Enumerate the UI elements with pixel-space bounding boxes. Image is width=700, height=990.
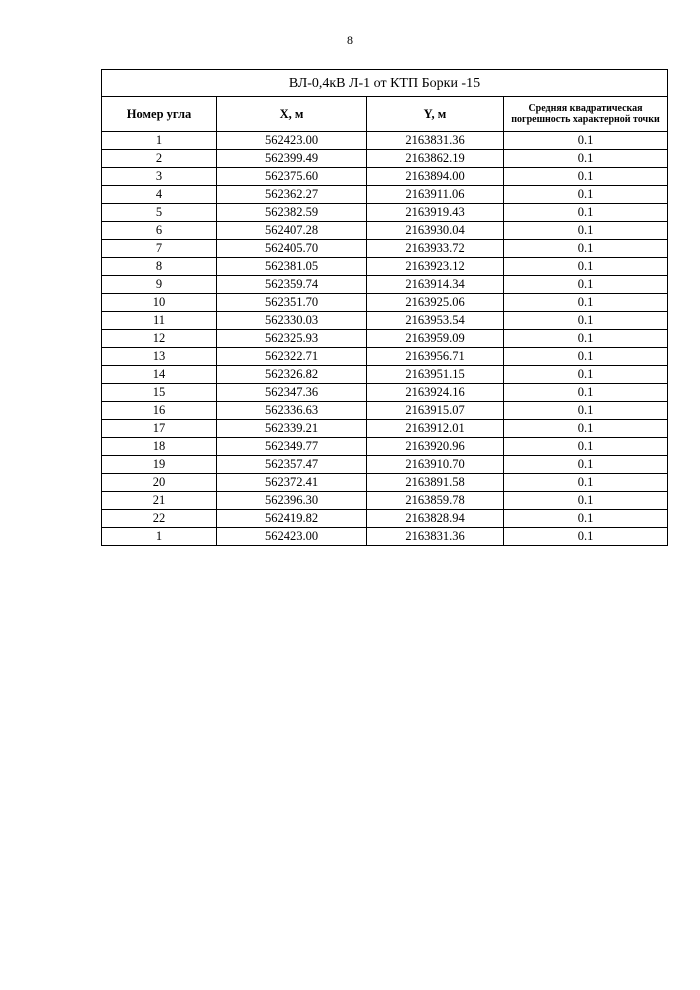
cell-corner-number: 2: [102, 150, 217, 168]
cell-corner-number: 8: [102, 258, 217, 276]
cell-error: 0.1: [504, 348, 668, 366]
cell-y: 2163831.36: [367, 132, 504, 150]
cell-y: 2163924.16: [367, 384, 504, 402]
cell-error: 0.1: [504, 258, 668, 276]
cell-corner-number: 19: [102, 456, 217, 474]
cell-corner-number: 21: [102, 492, 217, 510]
table-row: [102, 420, 668, 438]
cell-corner-number: 5: [102, 204, 217, 222]
cell-corner-number: 14: [102, 366, 217, 384]
cell-y: 2163859.78: [367, 492, 504, 510]
table-title: ВЛ-0,4кВ Л-1 от КТП Борки -15: [102, 70, 668, 97]
cell-corner-number: 1: [102, 528, 217, 546]
table-header-row: [102, 97, 668, 132]
cell-corner-number: 22: [102, 510, 217, 528]
cell-corner-number: 17: [102, 420, 217, 438]
table-row: [102, 384, 668, 402]
cell-corner-number: 10: [102, 294, 217, 312]
cell-error: 0.1: [504, 420, 668, 438]
cell-x: 562351.70: [217, 294, 367, 312]
cell-error: 0.1: [504, 510, 668, 528]
cell-y: 2163919.43: [367, 204, 504, 222]
cell-error: 0.1: [504, 312, 668, 330]
cell-corner-number: 12: [102, 330, 217, 348]
table-row: [102, 258, 668, 276]
table-row: [102, 204, 668, 222]
cell-y: 2163911.06: [367, 186, 504, 204]
table-row: [102, 510, 668, 528]
cell-x: 562419.82: [217, 510, 367, 528]
cell-error: 0.1: [504, 276, 668, 294]
cell-corner-number: 3: [102, 168, 217, 186]
cell-error: 0.1: [504, 384, 668, 402]
cell-y: 2163894.00: [367, 168, 504, 186]
cell-x: 562362.27: [217, 186, 367, 204]
table-title-row: [102, 70, 668, 97]
cell-x: 562381.05: [217, 258, 367, 276]
cell-corner-number: 1: [102, 132, 217, 150]
cell-corner-number: 4: [102, 186, 217, 204]
table-row: [102, 366, 668, 384]
cell-y: 2163923.12: [367, 258, 504, 276]
table-row: [102, 132, 668, 150]
table-row: [102, 240, 668, 258]
cell-y: 2163925.06: [367, 294, 504, 312]
cell-y: 2163930.04: [367, 222, 504, 240]
cell-error: 0.1: [504, 240, 668, 258]
cell-x: 562423.00: [217, 528, 367, 546]
cell-error: 0.1: [504, 456, 668, 474]
cell-corner-number: 13: [102, 348, 217, 366]
cell-x: 562326.82: [217, 366, 367, 384]
cell-corner-number: 11: [102, 312, 217, 330]
cell-y: 2163953.54: [367, 312, 504, 330]
cell-error: 0.1: [504, 132, 668, 150]
cell-error: 0.1: [504, 528, 668, 546]
cell-y: 2163862.19: [367, 150, 504, 168]
cell-y: 2163920.96: [367, 438, 504, 456]
cell-y: 2163912.01: [367, 420, 504, 438]
cell-x: 562372.41: [217, 474, 367, 492]
table-row: [102, 492, 668, 510]
cell-y: 2163914.34: [367, 276, 504, 294]
cell-x: 562399.49: [217, 150, 367, 168]
cell-x: 562405.70: [217, 240, 367, 258]
cell-y: 2163891.58: [367, 474, 504, 492]
cell-error: 0.1: [504, 168, 668, 186]
cell-corner-number: 15: [102, 384, 217, 402]
cell-error: 0.1: [504, 204, 668, 222]
header-error: Средняя квадратическая погрешность характерной точки: [504, 97, 668, 132]
cell-x: 562359.74: [217, 276, 367, 294]
table-row: [102, 438, 668, 456]
header-corner-number: Номер угла: [102, 97, 217, 132]
cell-y: 2163910.70: [367, 456, 504, 474]
cell-error: 0.1: [504, 150, 668, 168]
table-row: [102, 456, 668, 474]
table-row: [102, 186, 668, 204]
table-row: [102, 276, 668, 294]
cell-error: 0.1: [504, 222, 668, 240]
cell-y: 2163951.15: [367, 366, 504, 384]
cell-x: 562322.71: [217, 348, 367, 366]
cell-y: 2163956.71: [367, 348, 504, 366]
cell-corner-number: 7: [102, 240, 217, 258]
coordinates-table: [101, 69, 668, 546]
table-row: [102, 528, 668, 546]
table-row: [102, 474, 668, 492]
cell-x: 562396.30: [217, 492, 367, 510]
cell-x: 562407.28: [217, 222, 367, 240]
cell-corner-number: 18: [102, 438, 217, 456]
cell-x: 562423.00: [217, 132, 367, 150]
cell-x: 562382.59: [217, 204, 367, 222]
cell-y: 2163828.94: [367, 510, 504, 528]
header-y: Y, м: [367, 97, 504, 132]
cell-error: 0.1: [504, 402, 668, 420]
cell-error: 0.1: [504, 438, 668, 456]
table-row: [102, 222, 668, 240]
cell-error: 0.1: [504, 294, 668, 312]
cell-x: 562339.21: [217, 420, 367, 438]
table-row: [102, 294, 668, 312]
table-row: [102, 168, 668, 186]
cell-x: 562349.77: [217, 438, 367, 456]
cell-y: 2163933.72: [367, 240, 504, 258]
table-row: [102, 150, 668, 168]
cell-corner-number: 16: [102, 402, 217, 420]
cell-error: 0.1: [504, 186, 668, 204]
cell-y: 2163831.36: [367, 528, 504, 546]
header-x: X, м: [217, 97, 367, 132]
cell-y: 2163959.09: [367, 330, 504, 348]
cell-x: 562375.60: [217, 168, 367, 186]
cell-y: 2163915.07: [367, 402, 504, 420]
cell-x: 562330.03: [217, 312, 367, 330]
page-number: 8: [347, 33, 353, 47]
cell-x: 562357.47: [217, 456, 367, 474]
cell-x: 562336.63: [217, 402, 367, 420]
cell-error: 0.1: [504, 492, 668, 510]
table-row: [102, 348, 668, 366]
cell-corner-number: 20: [102, 474, 217, 492]
cell-corner-number: 6: [102, 222, 217, 240]
cell-error: 0.1: [504, 474, 668, 492]
cell-x: 562325.93: [217, 330, 367, 348]
table-row: [102, 330, 668, 348]
cell-error: 0.1: [504, 330, 668, 348]
cell-x: 562347.36: [217, 384, 367, 402]
cell-error: 0.1: [504, 366, 668, 384]
cell-corner-number: 9: [102, 276, 217, 294]
table-row: [102, 402, 668, 420]
table-row: [102, 312, 668, 330]
